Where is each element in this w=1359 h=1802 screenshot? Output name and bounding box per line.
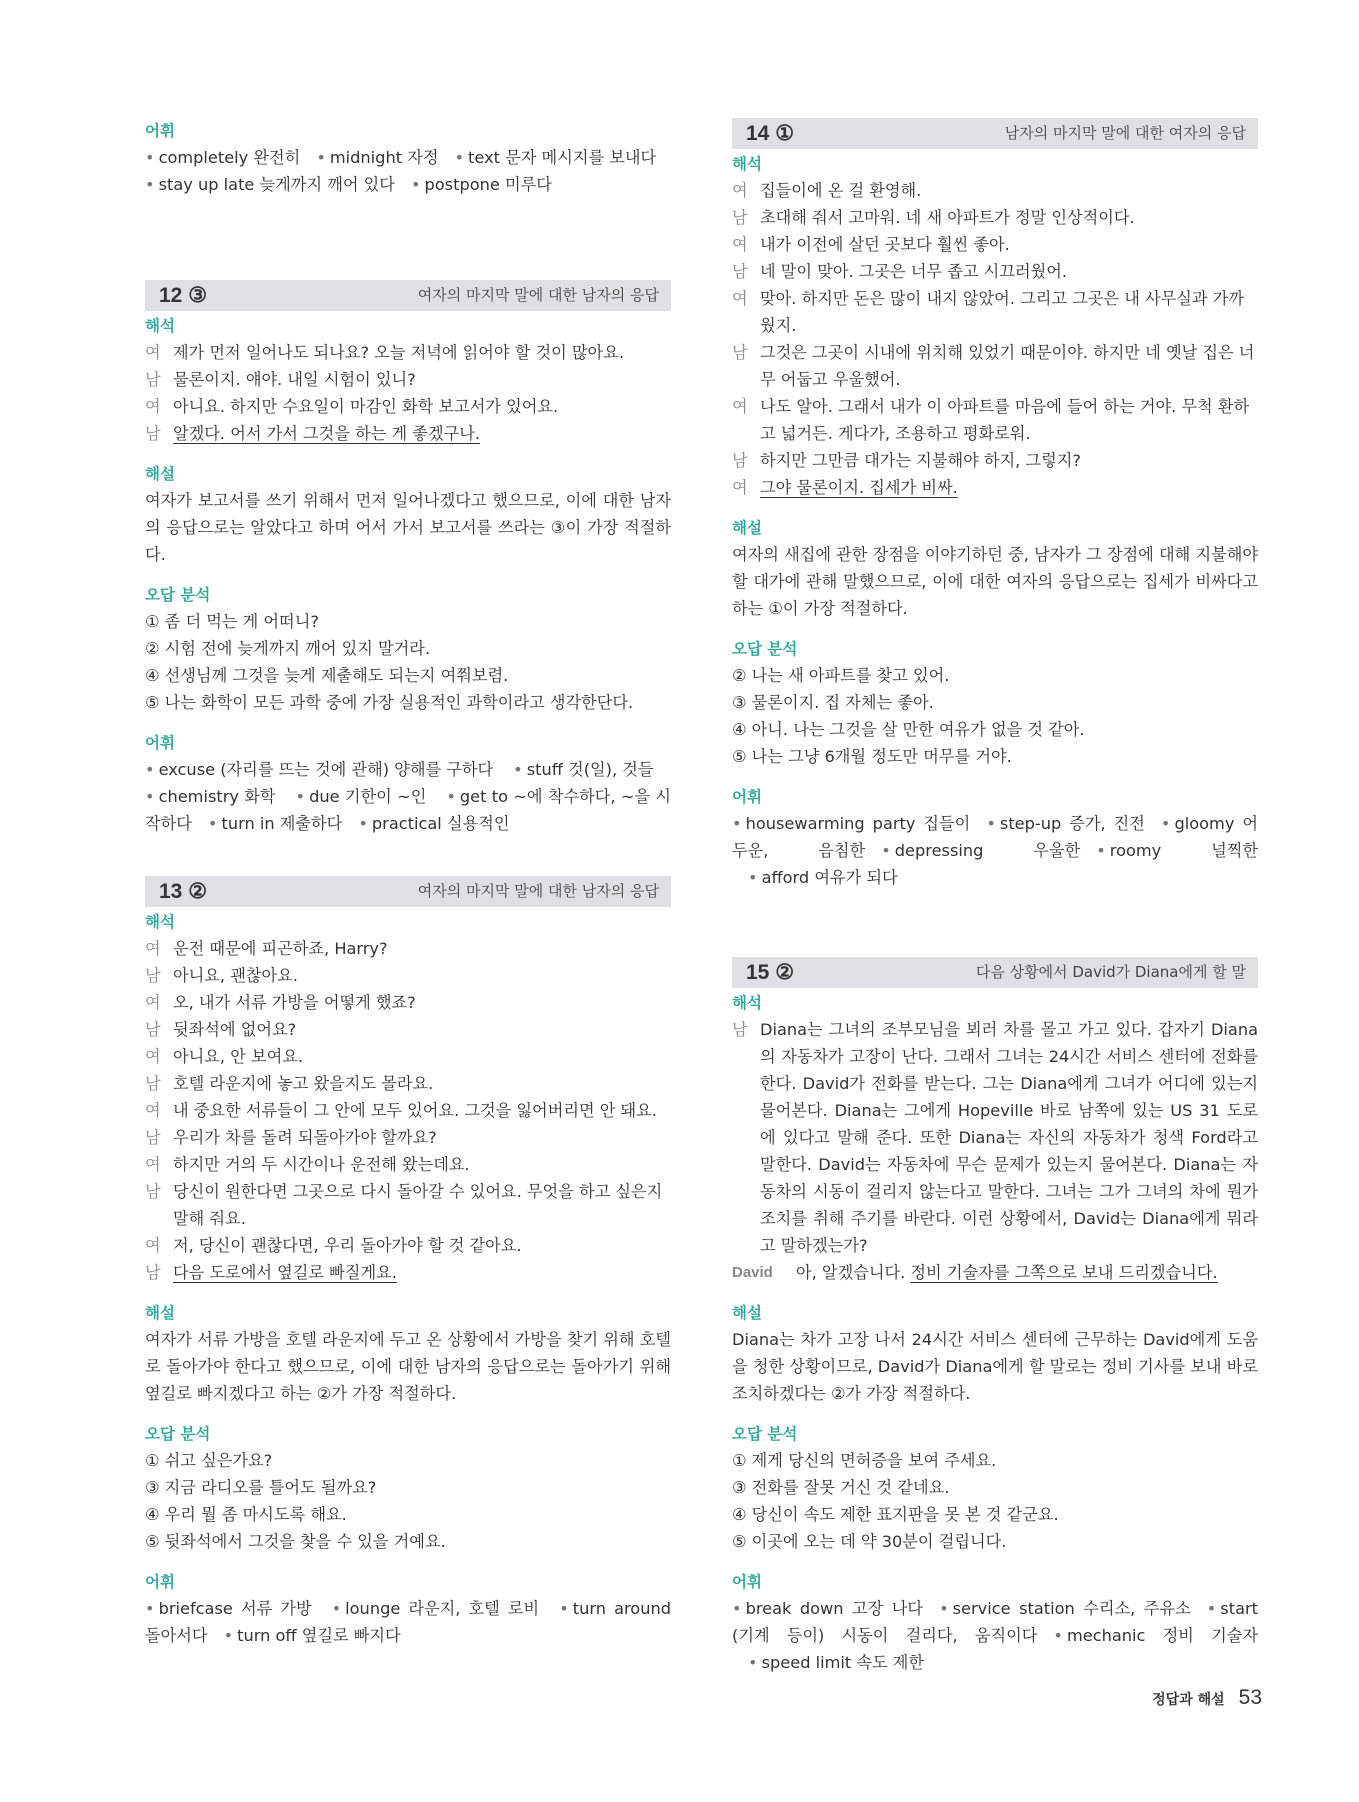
question-description: 여자의 마지막 말에 대한 남자의 응답 [417,286,659,304]
speaker: 여 [732,478,748,497]
vocab-item: • postpone 미루다 [411,175,552,194]
question-header-12 [145,280,671,311]
question-description: 다음 상황에서 David가 Diana에게 할 말 [975,963,1246,981]
speaker: 여 [145,1101,161,1120]
answer-utterance: 정비 기술자를 그쪽으로 보내 드리겠습니다. [910,1263,1218,1282]
wrong-answer-item: ③ 지금 라디오를 틀어도 될까요? [145,1478,377,1497]
utterance: 운전 때문에 피곤하죠, Harry? [173,939,388,958]
utterance: 제가 먼저 일어나도 되나요? 오늘 저녁에 읽어야 할 것이 많아요. [173,343,624,362]
vocab-item: • speed limit 속도 제한 [748,1653,924,1672]
utterance: 우리가 차를 돌려 되돌아가야 할까요? [173,1128,437,1147]
vocab-item: • stay up late 늦게까지 깨어 있다 [145,175,395,194]
answer-utterance: 알겠다. 어서 가서 그것을 하는 게 좋겠구나. [173,424,480,443]
answer-utterance: 다음 도로에서 옆길로 빠질게요. [173,1263,397,1282]
wrong-answer-item: ④ 아니. 나는 그것을 살 만한 여유가 없을 것 같아. [732,720,1085,739]
dialogue-line [732,1259,1258,1286]
explanation-label: 해설 [145,465,175,483]
speaker: 남 [732,451,748,470]
dialogue-line [145,366,671,393]
question-number: 13 ② [159,880,208,903]
vocab-item: • break down 고장 나다 [732,1599,923,1618]
dialogue-line [145,962,671,989]
wrong-answer-item: ③ 전화를 잘못 거신 것 같네요. [732,1478,950,1497]
utterance: 오, 내가 서류 가방을 어떻게 했죠? [173,993,416,1012]
vocab-item: • afford 여유가 되다 [748,868,898,887]
wrong-answer-item: ④ 선생님께 그것을 늦게 제출해도 되는지 여쭤보렴. [145,666,509,685]
utterance: 나도 알아. 그래서 내가 이 아파트를 마음에 들어 하는 거야. 무척 환하고 넓거든. 게다가, 조용하고 평화로워. [760,397,1250,443]
utterance: 네 말이 맞아. 그곳은 너무 좁고 시끄러웠어. [760,262,1067,281]
explanation-label: 해설 [732,519,762,537]
speaker: David [732,1264,773,1281]
vocab-item: • excuse (자리를 뜨는 것에 관해) 양해를 구하다 [145,760,493,779]
vocab-label: 어휘 [732,788,762,806]
speaker: 남 [145,1074,161,1093]
utterance: 내 중요한 서류들이 그 안에 모두 있어요. 그것을 잃어버리면 안 돼요. [173,1101,657,1120]
utterance: 당신이 원한다면 그곳으로 다시 돌아갈 수 있어요. 무엇을 하고 싶은지 말해 줘요. [173,1182,663,1228]
wrong-answer-item: ⑤ 뒷좌석에서 그것을 찾을 수 있을 거예요. [145,1532,446,1551]
speaker: 여 [732,289,748,308]
question-header-13 [145,876,671,907]
explanation-text: 여자의 새집에 관한 장점을 이야기하던 중, 남자가 그 장점에 대해 지불해야 할 대가에 관해 말했으므로, 이에 대한 여자의 응답으로는 집세가 비싸다고 하는 ①이 가장 적절하다. [732,545,1258,618]
dialogue-line [145,935,671,962]
dialogue-line [145,1097,671,1124]
wrong-answer-item: ③ 물론이지. 집 자체는 좋아. [732,693,934,712]
vocab-list [732,810,1258,891]
explanation-text: Diana는 차가 고장 나서 24시간 서비스 센터에 근무하는 David에게 도움을 청한 상황이므로, David가 Diana에게 할 말로는 정비 기사를 보내 바로 조치하겠다는 ②가 가장 적절하다. [732,1330,1258,1403]
dialogue-line [145,420,671,447]
speaker: 여 [145,1047,161,1066]
dialogue-line [145,1124,671,1151]
explanation-label: 해설 [732,1304,762,1322]
vocab-list [145,144,671,198]
wrong-answer-item: ① 좀 더 먹는 게 어떠니? [145,612,319,631]
vocab-item: • lounge 라운지, 호텔 로비 [332,1599,540,1618]
dialogue-line [145,1151,671,1178]
vocab-item: • practical 실용적인 [358,814,509,833]
narration-text: Diana는 그녀의 조부모님을 뵈러 차를 몰고 가고 있다. 갑자기 Diana의 자동차가 고장이 난다. 그래서 그녀는 24시간 서비스 센터에 전화를 한다. David가 전화를 받는다. 그는 Diana에게 그녀가 어디에 있는지 물어본다. Diana는 그에게 Hopeville 바로 남쪽에 있는 US 31 도로에 있다고 말해 준다. 또한 Diana는 자신의 자동차가 청색 Ford라고 말한다. David는 자동차에 무슨 문제가 있는지 물어본다. Diana는 자동차의 시동이 걸리지 않는다고 말한다. 그녀는 그가 그녀의 차에 뭔가 조치를 취해 주기를 바란다. 이런 상황에서, David는 Diana에게 뭐라고 말하겠는가? [760,1020,1258,1255]
dialogue [732,177,1258,501]
utterance: 저, 당신이 괜찮다면, 우리 돌아가야 할 것 같아요. [173,1236,522,1255]
wrong-answer-item: ④ 우리 뭘 좀 마시도록 해요. [145,1505,347,1524]
right-column [732,118,1258,1676]
utterance: 하지만 거의 두 시간이나 운전해 왔는데요. [173,1155,470,1174]
speaker: 남 [145,1020,161,1039]
utterance: 물론이지. 얘야. 내일 시험이 있니? [173,370,416,389]
dialogue-line [732,177,1258,204]
dialogue-line [732,231,1258,258]
vocab-list [145,1595,671,1649]
dialogue-line [145,1178,671,1232]
speaker: 남 [145,966,161,985]
speaker: 여 [145,939,161,958]
question-number: 14 ① [746,122,795,145]
utterance: 아, 알겠습니다. [796,1263,911,1282]
dialogue [145,935,671,1286]
wrong-answer-label: 오답 분석 [732,1425,798,1443]
utterance: 뒷좌석에 없어요? [173,1020,297,1039]
vocab-list [145,756,671,837]
dialogue-line [732,285,1258,339]
utterance: 하지만 그만큼 대가는 지불해야 하지, 그렇지? [760,451,1081,470]
footer-label: 정답과 해설 [1152,1692,1225,1708]
speaker: 여 [145,343,161,362]
wrong-answer-item: ② 나는 새 아파트를 찾고 있어. [732,666,950,685]
vocab-item: • get to ~에 착수하다, ~을 시작하다 [145,787,671,833]
speaker: 여 [145,1155,161,1174]
utterance: 아니요, 괜찮아요. [173,966,298,985]
dialogue [732,1016,1258,1286]
utterance: 그것은 그곳이 시내에 위치해 있었기 때문이야. 하지만 네 옛날 집은 너무 어둡고 우울했어. [760,343,1255,389]
vocab-item: • completely 완전히 [145,148,300,167]
speaker: 여 [145,397,161,416]
question-number: 12 ③ [159,284,208,307]
speaker: 여 [145,993,161,1012]
utterance: 집들이에 온 걸 환영해. [760,181,922,200]
vocab-item: • turn in 제출하다 [208,814,342,833]
utterance: 아니요, 안 보여요. [173,1047,304,1066]
page-footer [1152,1686,1262,1710]
dialogue-line [732,339,1258,393]
vocab-item: • text 문자 메시지를 보내다 [454,148,656,167]
question-description: 여자의 마지막 말에 대한 남자의 응답 [417,882,659,900]
speaker: 남 [732,1020,748,1039]
wrong-answer-item: ⑤ 나는 그냥 6개월 정도만 머무를 거야. [732,747,1012,766]
speaker: 여 [732,397,748,416]
dialogue-line [145,989,671,1016]
wrong-answer-label: 오답 분석 [145,1425,211,1443]
question-description: 남자의 마지막 말에 대한 여자의 응답 [1004,124,1246,142]
dialogue-line [732,474,1258,501]
wrong-answer-item: ⑤ 이곳에 오는 데 약 30분이 걸립니다. [732,1532,1007,1551]
vocab-label: 어휘 [145,1573,175,1591]
question-number: 15 ② [746,961,795,984]
vocab-item: • stuff 것(일), 것들 [513,760,653,779]
translation-label: 해석 [145,317,175,335]
wrong-answer-item: ① 쉬고 싶은가요? [145,1451,273,1470]
speaker: 남 [732,343,748,362]
dialogue-line [145,1259,671,1286]
dialogue-line [145,339,671,366]
dialogue [145,339,671,447]
vocab-item: • due 기한이 ~인 [296,787,427,806]
utterance: 호텔 라운지에 놓고 왔을지도 몰라요. [173,1074,434,1093]
utterance: 아니요. 하지만 수요일이 마감인 화학 보고서가 있어요. [173,397,559,416]
utterance: 초대해 줘서 고마워. 네 새 아파트가 정말 인상적이다. [760,208,1135,227]
wrong-answer-label: 오답 분석 [145,586,211,604]
speaker: 남 [145,1128,161,1147]
dialogue-line [732,204,1258,231]
vocab-item: • chemistry 화학 [145,787,276,806]
dialogue-line [145,1232,671,1259]
vocab-item: • start (기계 등이) 시동이 걸리다, 움직이다 [732,1599,1258,1645]
speaker: 여 [732,235,748,254]
explanation-label: 해설 [145,1304,175,1322]
page-number: 53 [1238,1686,1262,1709]
vocab-label: 어휘 [732,1573,762,1591]
question-header-14 [732,118,1258,149]
wrong-answer-item: ② 시험 전에 늦게까지 깨어 있지 말거라. [145,639,431,658]
wrong-answer-item: ① 제게 당신의 면허증을 보여 주세요. [732,1451,997,1470]
dialogue-line [145,1016,671,1043]
answer-utterance: 그야 물론이지. 집세가 비싸. [760,478,958,497]
vocab-item: • midnight 자정 [316,148,438,167]
speaker: 남 [145,1263,161,1282]
vocab-list [732,1595,1258,1676]
speaker: 남 [732,208,748,227]
vocab-label: 어휘 [145,122,175,140]
speaker: 남 [145,424,161,443]
wrong-answer-item: ⑤ 나는 화학이 모든 과학 중에 가장 실용적인 과학이라고 생각한단다. [145,693,634,712]
dialogue-line [145,1043,671,1070]
question-header-15 [732,957,1258,988]
speaker: 남 [732,262,748,281]
vocab-item: • step-up 증가, 진전 [986,814,1145,833]
vocab-item: • gloomy 어두운, 음침한 [732,814,1258,860]
vocab-item: • mechanic 정비 기술자 [1053,1626,1258,1645]
translation-label: 해석 [732,155,762,173]
utterance: 내가 이전에 살던 곳보다 훨씬 좋아. [760,235,1010,254]
narration [732,1016,1258,1259]
vocab-label: 어휘 [145,734,175,752]
speaker: 여 [145,1236,161,1255]
vocab-item: • service station 수리소, 주유소 [939,1599,1191,1618]
wrong-answer-item: ④ 당신이 속도 제한 표지판을 못 본 것 같군요. [732,1505,1059,1524]
dialogue-line [145,1070,671,1097]
left-column [145,118,671,1649]
speaker: 남 [145,1182,161,1201]
dialogue-line [145,393,671,420]
dialogue-line [732,393,1258,447]
speaker: 여 [732,181,748,200]
translation-label: 해석 [732,994,762,1012]
explanation-text: 여자가 서류 가방을 호텔 라운지에 두고 온 상황에서 가방을 찾기 위해 호텔로 돌아가야 한다고 했으므로, 이에 대한 남자의 응답으로는 돌아가기 위해 옆길로 빠지겠다고 하는 ②가 가장 적절하다. [145,1330,671,1403]
dialogue-line [732,258,1258,285]
dialogue-line [732,447,1258,474]
vocab-item: • turn around 돌아서다 [145,1599,671,1645]
vocab-item: • depressing 우울한 [881,841,1080,860]
explanation-text: 여자가 보고서를 쓰기 위해서 먼저 일어나겠다고 했으므로, 이에 대한 남자의 응답으로는 알았다고 하며 어서 가서 보고서를 쓰라는 ③이 가장 적절하다. [145,491,671,564]
wrong-answer-label: 오답 분석 [732,640,798,658]
vocab-item: • roomy 널찍한 [1096,841,1258,860]
vocab-item: • briefcase 서류 가방 [145,1599,312,1618]
vocab-item: • turn off 옆길로 빠지다 [224,1626,401,1645]
vocab-item: • housewarming party 집들이 [732,814,970,833]
utterance: 맞아. 하지만 돈은 많이 내지 않았어. 그리고 그곳은 내 사무실과 가까웠지. [760,289,1244,335]
translation-label: 해석 [145,913,175,931]
speaker: 남 [145,370,161,389]
